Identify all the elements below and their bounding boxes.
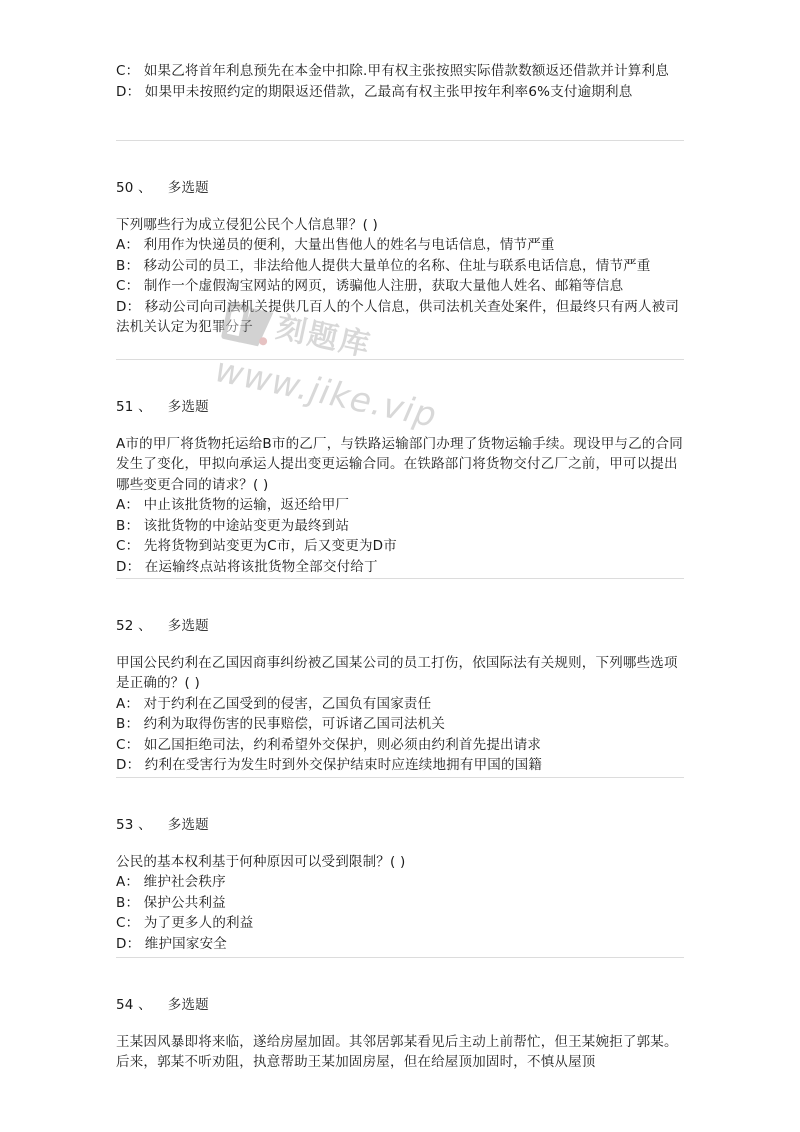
question-divider — [116, 140, 684, 141]
option-c: C： 先将货物到站变更为C市，后又变更为D市 — [116, 538, 397, 554]
option-a: A： 中止该批货物的运输，返还给甲厂 — [116, 497, 350, 513]
option-d: D： 在运输终点站将该批货物全部交付给丁 — [116, 558, 378, 575]
option-d: D： 维护国家安全 — [116, 935, 227, 952]
option-a: A： 利用作为快递员的便利，大量出售他人的姓名与电话信息，情节严重 — [116, 237, 555, 253]
question-header — [116, 397, 690, 418]
question-stem: 王某因风暴即将来临，遂给房屋加固。其邻居郭某看见后主动上前帮忙，但王某婉拒了郭某。后来，郭某不听劝阻，执意帮助王某加固房屋，但在给屋顶加固时，不慎从屋顶 — [116, 1033, 678, 1070]
question-header — [116, 995, 690, 1016]
question-divider — [116, 359, 684, 360]
option-c: C： 制作一个虚假淘宝网站的网页，诱骗他人注册，获取大量他人姓名、邮箱等信息 — [116, 278, 624, 294]
option-a: A： 维护社会秩序 — [116, 874, 226, 890]
previous-question-options — [116, 61, 690, 102]
question-52 — [116, 616, 690, 776]
option-d: D： 如果甲未按照约定的期限返还借款，乙最高有权主张甲按年利率6%支付逾期利息 — [116, 83, 633, 100]
question-53 — [116, 815, 690, 954]
watermark-url: www.jike.vip — [211, 350, 441, 437]
option-b: B： 约利为取得伤害的民事赔偿，可诉诸乙国司法机关 — [116, 716, 446, 732]
question-type: 多选题 — [167, 180, 209, 196]
option-d: D： 移动公司向司法机关提供几百人的个人信息，供司法机关查处案件，但最终只有两人被司法机关认定为犯罪分子 — [116, 298, 680, 335]
question-type: 多选题 — [167, 997, 209, 1013]
watermark-brand: 刻题库 — [273, 309, 375, 365]
question-stem: A市的甲厂将货物托运给B市的乙厂，与铁路运输部门办理了货物运输手续。现设甲与乙的合同发生了变化，甲拟向承运人提出变更运输合同。在铁路部门将货物交付乙厂之前，甲可以提出哪些变更合同的请求？( ) — [116, 435, 683, 493]
question-divider — [116, 957, 684, 958]
question-header — [116, 178, 690, 199]
question-number: 51 、 — [116, 399, 152, 415]
option-b: B： 该批货物的中途站变更为最终到站 — [116, 517, 350, 534]
question-type: 多选题 — [167, 399, 209, 415]
question-header — [116, 616, 690, 637]
question-divider — [116, 578, 684, 579]
question-header — [116, 815, 690, 836]
question-number: 50 、 — [116, 180, 152, 196]
question-number: 53 、 — [116, 817, 152, 833]
question-number: 52 、 — [116, 618, 152, 634]
option-d: D： 约利在受害行为发生时到外交保护结束时应连续地拥有甲国的国籍 — [116, 757, 543, 773]
question-50 — [116, 178, 690, 338]
question-stem: 下列哪些行为成立侵犯公民个人信息罪？( ) — [116, 216, 379, 233]
question-51 — [116, 397, 690, 577]
question-type: 多选题 — [167, 817, 209, 833]
question-54 — [116, 995, 690, 1073]
question-divider — [116, 777, 684, 778]
question-stem: 甲国公民约利在乙国因商事纠纷被乙国某公司的员工打伤，依国际法有关规则，下列哪些选项是正确的？( ) — [116, 654, 678, 691]
option-c: C： 如乙国拒绝司法，约利希望外交保护，则必须由约利首先提出请求 — [116, 736, 542, 753]
question-number: 54 、 — [116, 997, 152, 1013]
option-b: B： 保护公共利益 — [116, 894, 226, 911]
option-a: A： 对于约利在乙国受到的侵害，乙国负有国家责任 — [116, 695, 432, 712]
option-c: C： 为了更多人的利益 — [116, 915, 254, 931]
question-stem: 公民的基本权利基于何种原因可以受到限制？( ) — [116, 853, 406, 870]
option-b: B： 移动公司的员工，非法给他人提供大量单位的名称、住址与联系电话信息，情节严重 — [116, 257, 651, 274]
option-c: C： 如果乙将首年利息预先在本金中扣除.甲有权主张按照实际借款数额返还借款并计算利息 — [116, 63, 669, 79]
question-type: 多选题 — [167, 618, 209, 634]
